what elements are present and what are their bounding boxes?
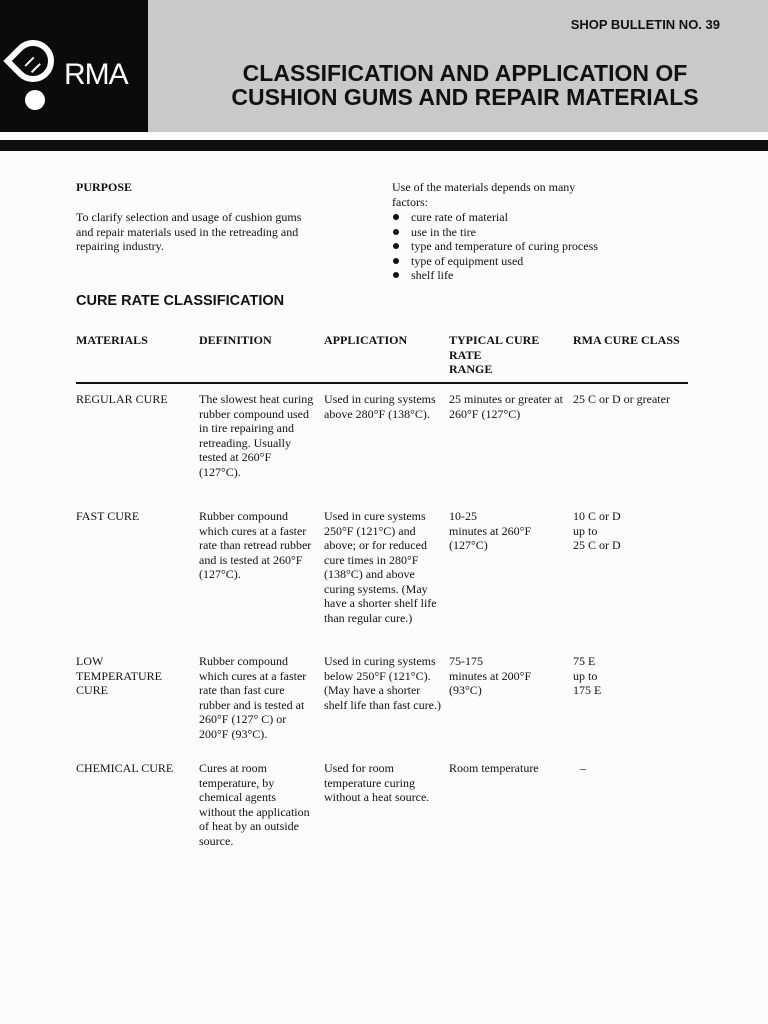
- header-banner: [0, 0, 768, 132]
- column-header-cure-class: RMA CURE CLASS: [573, 333, 680, 347]
- logo-dot-icon: [25, 90, 45, 110]
- table-header-rule: [76, 382, 688, 384]
- table-cell-material: FAST CURE: [76, 509, 140, 523]
- purpose-text: To clarify selection and usage of cushion gums and repair materials used in the retreading and repairing industry.: [76, 210, 302, 253]
- table-cell-definition: Cures at room temperature, by chemical agents without the application of heat by an outside source.: [199, 761, 310, 848]
- column-header-cure-range: TYPICAL CURE RATE RANGE: [449, 333, 540, 376]
- list-item: type of equipment used: [392, 254, 598, 269]
- column-header-definition: DEFINITION: [199, 333, 272, 347]
- table-cell-definition: Rubber compound which cures at a faster rate than retread rubber and is tested at 260°F (127°C).: [199, 509, 312, 581]
- header-divider-band: [0, 140, 768, 151]
- table-cell-material: LOW TEMPERATURE CURE: [76, 654, 163, 697]
- leaf-emblem-icon: [3, 31, 62, 90]
- table-cell-class: 10 C or D up to 25 C or D: [573, 509, 621, 552]
- table-cell-definition: The slowest heat curing rubber compound used in tire repairing and retreading. Usually tested at 260°F (127°C).: [199, 392, 314, 479]
- table-cell-class: 25 C or D or greater: [573, 392, 670, 406]
- list-item: use in the tire: [392, 225, 598, 240]
- purpose-heading: PURPOSE: [76, 180, 133, 194]
- logo-text: RMA: [64, 58, 128, 91]
- column-header-materials: MATERIALS: [76, 333, 148, 347]
- bulletin-number: SHOP BULLETIN NO. 39: [570, 17, 720, 32]
- table-cell-application: Used in curing systems below 250°F (121°C). (May have a shorter shelf life than fast cure.): [324, 654, 441, 712]
- list-item: shelf life: [392, 268, 598, 283]
- table-cell-range: Room temperature: [449, 761, 539, 775]
- table-cell-class: –: [580, 761, 586, 775]
- section-heading: CURE RATE CLASSIFICATION: [76, 293, 285, 309]
- table-cell-material: CHEMICAL CURE: [76, 761, 174, 775]
- table-cell-material: REGULAR CURE: [76, 392, 168, 406]
- table-cell-class: 75 E up to 175 E: [573, 654, 602, 697]
- rma-logo: [0, 0, 148, 132]
- table-cell-range: 10-25 minutes at 260°F (127°C): [449, 509, 532, 552]
- table-cell-range: 25 minutes or greater at 260°F (127°C): [449, 392, 563, 421]
- table-cell-definition: Rubber compound which cures at a faster rate than fast cure rubber and is tested at 260°F (127° C) or 200°F (93°C).: [199, 654, 307, 741]
- page-title: CLASSIFICATION AND APPLICATION OF CUSHION GUMS AND REPAIR MATERIALS: [231, 60, 699, 110]
- list-item: type and temperature of curing process: [392, 239, 598, 254]
- factors-list: [392, 210, 598, 283]
- table-cell-application: Used in curing systems above 280°F (138°C).: [324, 392, 436, 421]
- column-header-application: APPLICATION: [324, 333, 408, 347]
- list-item: cure rate of material: [392, 210, 598, 225]
- table-cell-application: Used for room temperature curing without a heat source.: [324, 761, 430, 804]
- table-cell-range: 75-175 minutes at 200°F (93°C): [449, 654, 532, 697]
- factors-intro: Use of the materials depends on many factors:: [392, 180, 576, 209]
- table-cell-application: Used in cure systems 250°F (121°C) and above; or for reduced cure times in 280°F (138°C) and above curing systems. (May have a shorter shelf life than regular cure.): [324, 509, 437, 625]
